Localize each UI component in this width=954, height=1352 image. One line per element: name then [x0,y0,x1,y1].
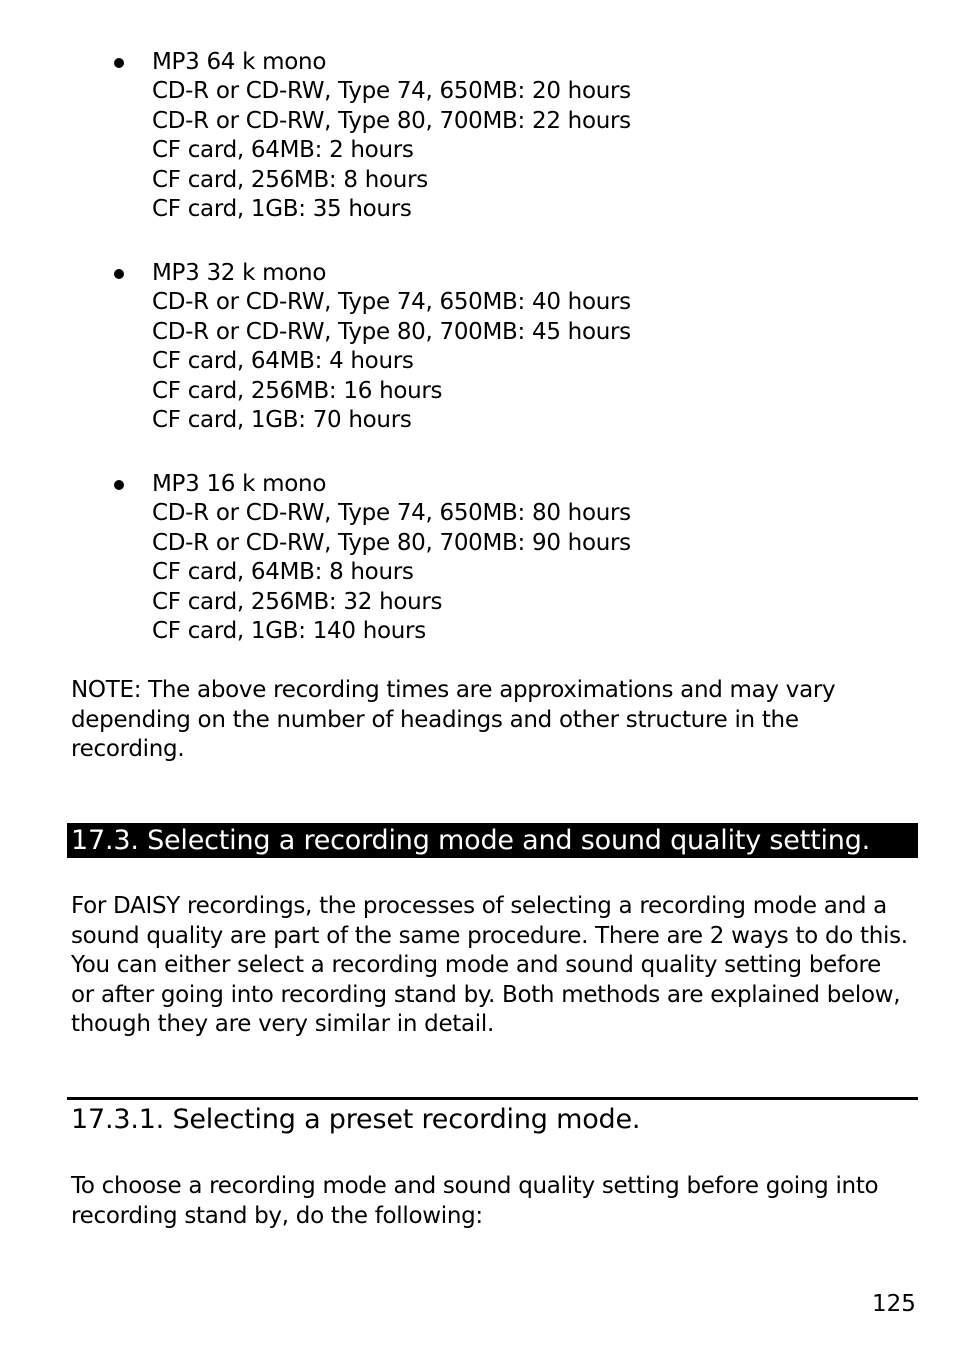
capacity-line: CD-R or CD-RW, Type 80, 700MB: 45 hours [152,319,631,345]
capacity-line: CD-R or CD-RW, Type 74, 650MB: 40 hours [152,289,631,315]
bullet-icon [114,480,124,490]
capacity-line: CF card, 256MB: 32 hours [152,589,443,615]
note-line: depending on the number of headings and other structure in the [71,706,799,733]
paragraph-line: To choose a recording mode and sound quality setting before going into [71,1173,879,1199]
capacity-line: CF card, 1GB: 140 hours [152,618,426,644]
section-heading-bar [67,823,918,858]
capacity-line: CD-R or CD-RW, Type 74, 650MB: 20 hours [152,78,631,104]
bullet-heading: MP3 16 k mono [152,471,327,497]
note-line: recording. [71,736,185,762]
capacity-line: CF card, 64MB: 2 hours [152,137,414,163]
note-line: NOTE: The above recording times are approximations and may vary [71,677,836,703]
capacity-line: CF card, 256MB: 16 hours [152,378,443,404]
section-title: 17.3. Selecting a recording mode and sound quality setting. [71,825,871,856]
note-paragraph [71,676,931,765]
capacity-line: CF card, 1GB: 70 hours [152,407,412,433]
paragraph-line: For DAISY recordings, the processes of selecting a recording mode and a [71,893,887,919]
capacity-line: CF card, 256MB: 8 hours [152,167,428,193]
subsection-paragraph [71,1172,931,1231]
bullet-icon [114,58,124,68]
paragraph-line: sound quality are part of the same procedure. There are 2 ways to do this. [71,922,908,949]
bullet-heading: MP3 64 k mono [152,49,327,75]
capacity-line: CD-R or CD-RW, Type 80, 700MB: 22 hours [152,108,631,134]
page-number: 125 [872,1291,916,1317]
paragraph-line: You can either select a recording mode and sound quality setting before [71,952,882,978]
subsection-title: 17.3.1. Selecting a preset recording mode. [71,1104,641,1135]
capacity-line: CF card, 64MB: 8 hours [152,559,414,585]
capacity-line: CF card, 1GB: 35 hours [152,196,412,222]
bullet-icon [114,269,124,279]
bullet-heading: MP3 32 k mono [152,260,327,286]
capacity-line: CF card, 64MB: 4 hours [152,348,414,374]
paragraph-line: recording stand by, do the following: [71,1202,483,1229]
paragraph-line: or after going into recording stand by. Both methods are explained below, [71,981,901,1008]
capacity-line: CD-R or CD-RW, Type 80, 700MB: 90 hours [152,530,631,556]
section-paragraph [71,892,931,1040]
paragraph-line: though they are very similar in detail. [71,1011,494,1037]
capacity-line: CD-R or CD-RW, Type 74, 650MB: 80 hours [152,500,631,526]
